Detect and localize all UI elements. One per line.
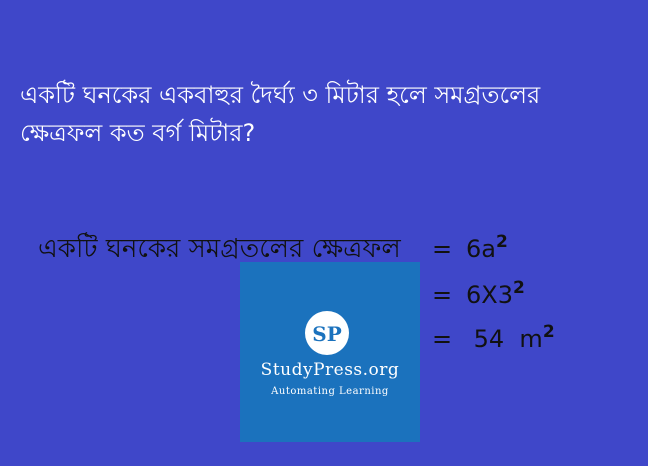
equation-line (432, 232, 508, 263)
equals-sign: = (432, 281, 453, 309)
equation-expr: 54 m (466, 325, 543, 353)
equation-exponent: 2 (542, 322, 555, 342)
equation-line (432, 278, 525, 309)
watermark-tagline: Automating Learning (271, 386, 389, 397)
equation-exponent: 2 (495, 232, 508, 252)
studypress-watermark (240, 262, 420, 442)
equals-sign: = (432, 235, 453, 263)
solution-label: একটি ঘনকের সমগ্রতলের ক্ষেত্রফল (38, 234, 401, 264)
watermark-name: StudyPress.org (260, 360, 400, 380)
equation-expr: 6X3 (466, 281, 513, 309)
question-text: একটি ঘনকের একবাহুর দৈর্ঘ্য ৩ মিটার হলে সমগ্রতলের ক্ষেত্রফল কত বর্গ মিটার? (20, 81, 541, 147)
studypress-logo-icon (305, 311, 349, 355)
equation-expr: 6a (466, 235, 496, 263)
equation-exponent: 2 (512, 278, 525, 298)
equation-line (432, 322, 555, 353)
equals-sign: = (432, 325, 453, 353)
svg-text:SP: SP (312, 322, 342, 346)
